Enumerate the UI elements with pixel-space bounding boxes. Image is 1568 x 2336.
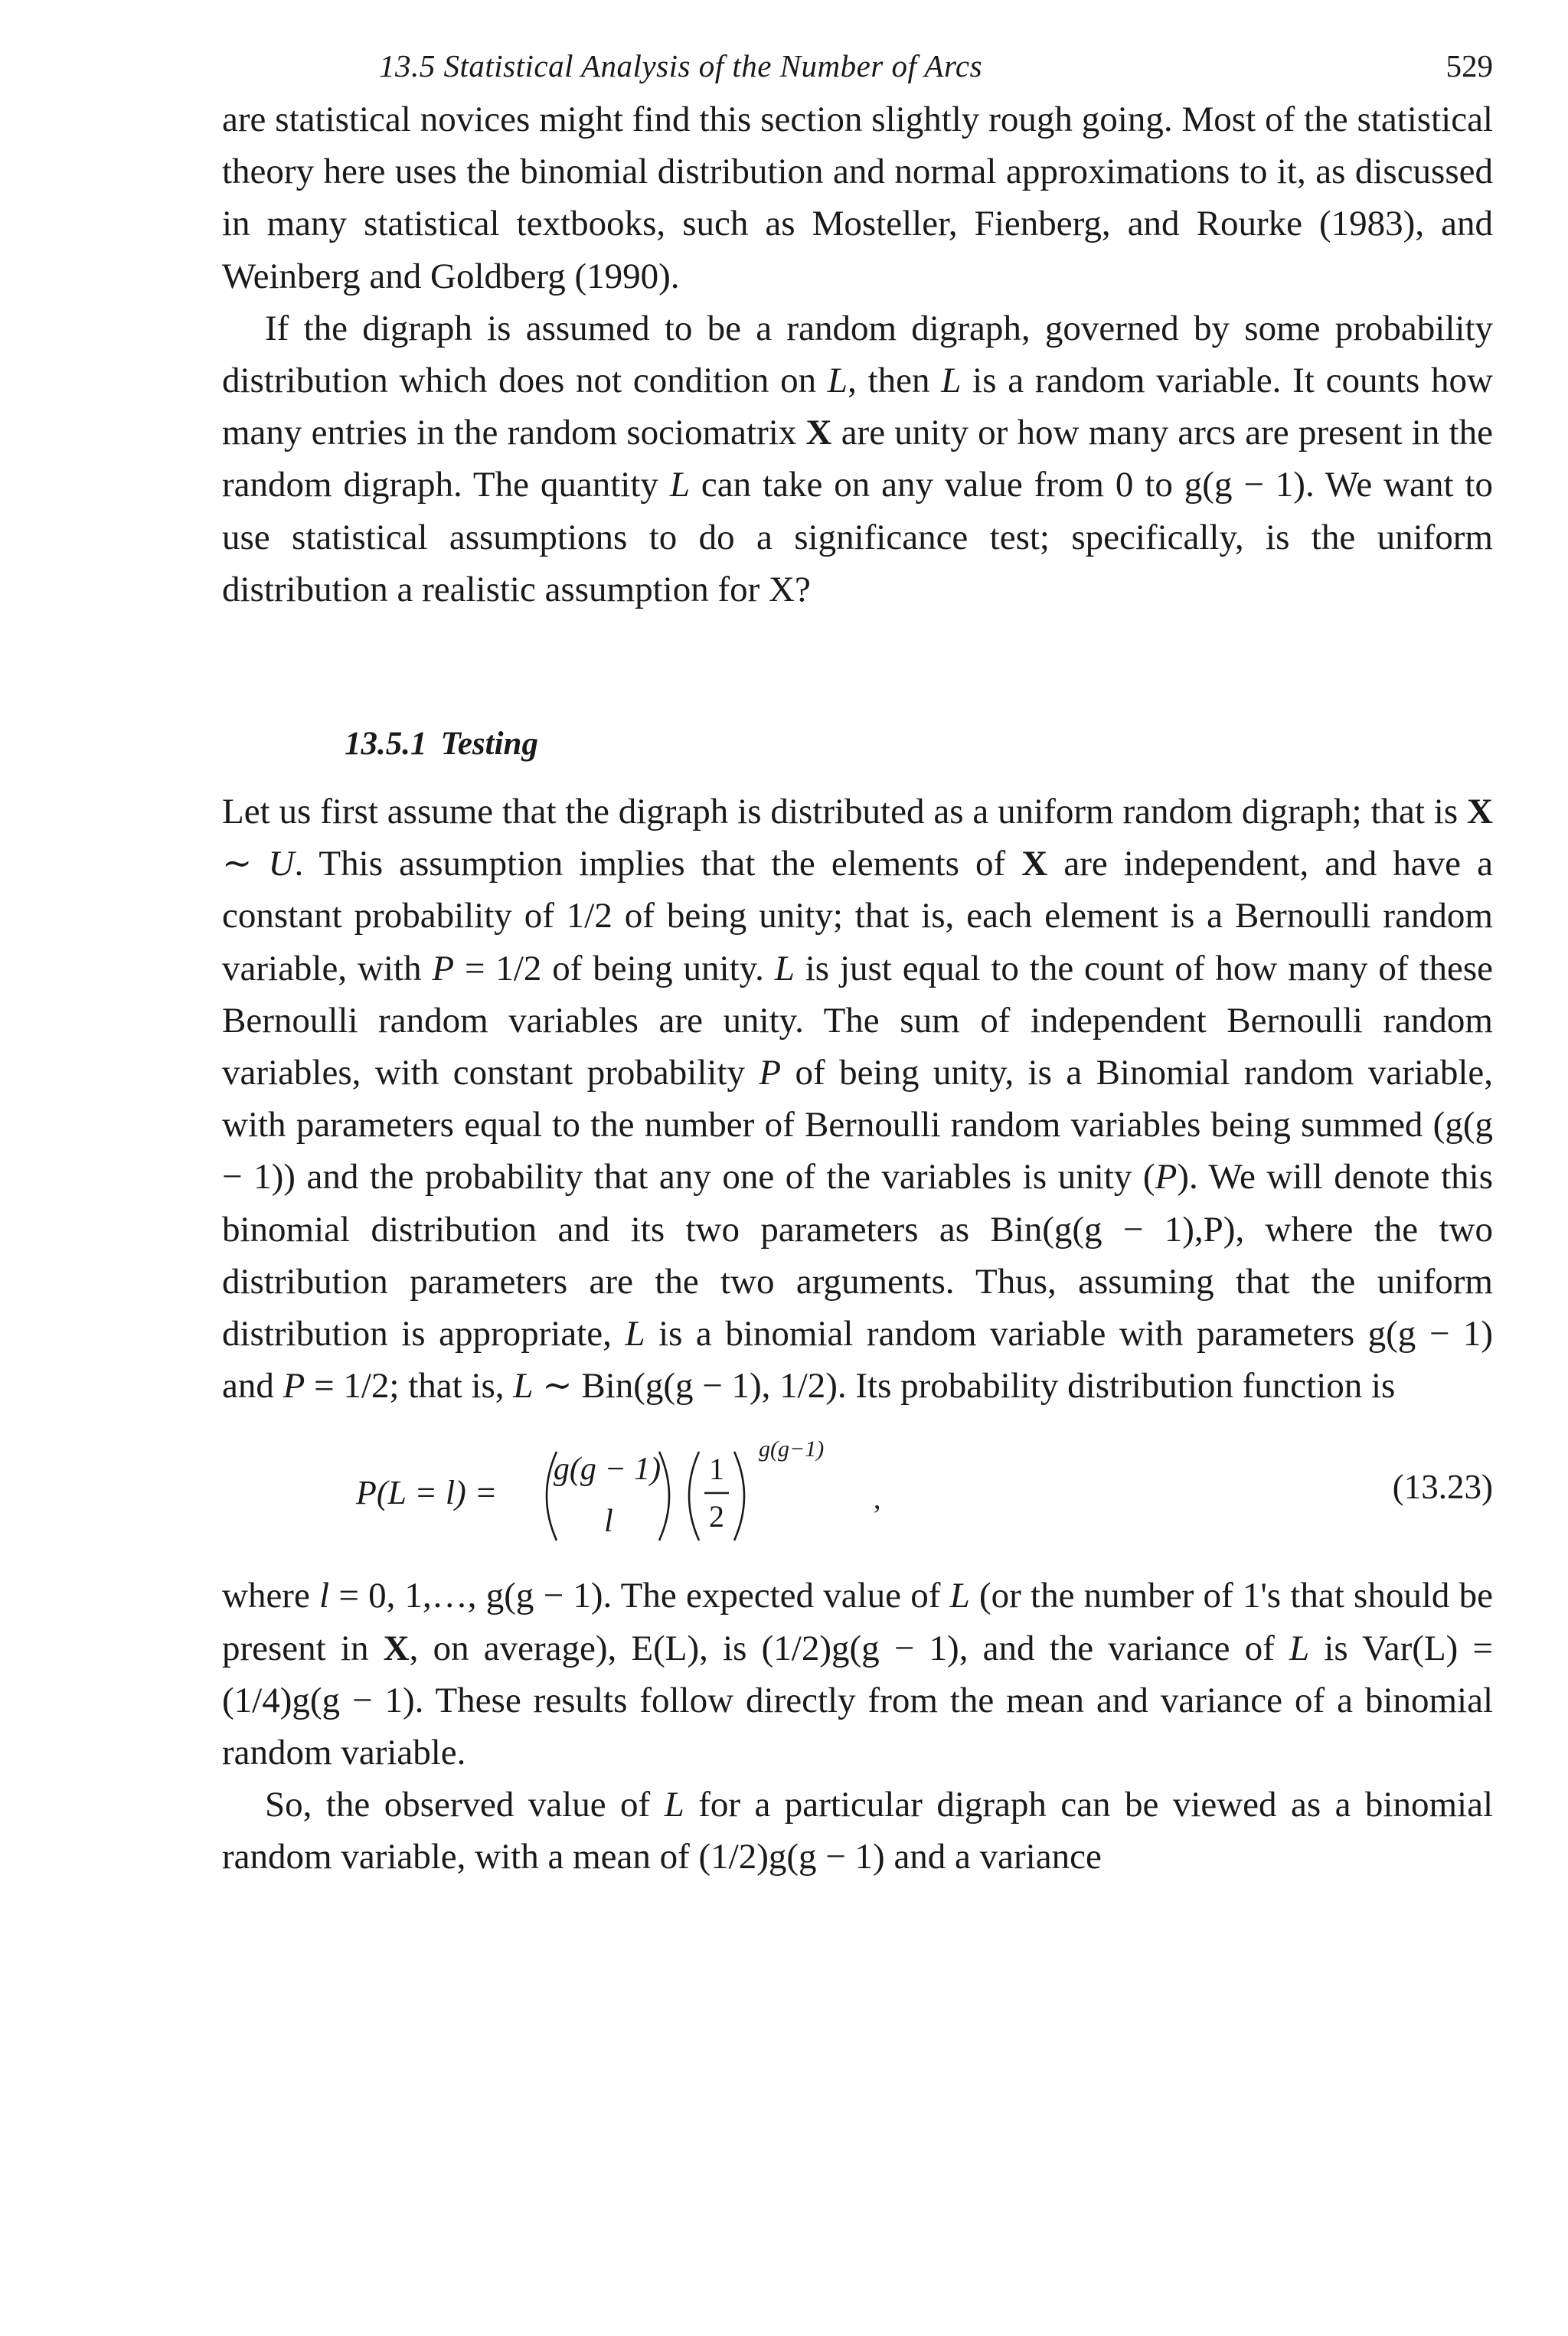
equation-lhs: P(L = l) = xyxy=(356,1474,498,1512)
equation-formula xyxy=(356,1429,1045,1559)
equation-number: (13.23) xyxy=(1392,1468,1493,1507)
binom-top: g(g − 1) xyxy=(553,1452,662,1488)
fraction-numerator: 1 xyxy=(709,1452,724,1487)
paragraph-uniform-assumption: Let us first assume that the digraph is distributed as a uniform random digraph; that is X ∼ U. This assumption implies that the elements of X are independent, and have a constant probability of 1/2 of being unity; that is, each element is a Bernoulli random variable, with P = 1/2 of being unity. L is just equal to the count of how many of these Bernoulli random variables are unity. The sum of independent Bernoulli random variables, with constant probability P of being unity, is a Binomial random variable, with parameters equal to the number of Bernoulli random variables being summed (g(g − 1)) and the probability that any one of the variables is unity (P). We will denote this binomial distribution and its two parameters as Bin(g(g − 1),P), where the two distribution parameters are the two arguments. Thus, assuming that the uniform distribution is appropriate, L is a binomial random variable with parameters g(g − 1) and P = 1/2; that is, L ∼ Bin(g(g − 1), 1/2). Its probability distribution function is xyxy=(222,792,1494,1407)
running-head xyxy=(222,47,1493,93)
right-paren-frac xyxy=(734,1452,744,1540)
left-paren-frac xyxy=(689,1452,699,1540)
book-page xyxy=(222,47,1493,1884)
section-number: 13.5.1 xyxy=(345,726,427,763)
equation-13-23 xyxy=(222,1429,1493,1559)
binom-bottom: l xyxy=(604,1504,613,1540)
paragraph-continued: are statistical novices might find this section slightly rough going. Most of the statistical theory here uses the binomial distribution and normal approximations to it, as discussed in many statistical textbooks, such as Mosteller, Fienberg, and Rourke (1983), and Weinberg and Goldberg (1990). xyxy=(222,100,1493,296)
exponent: g(g−1) xyxy=(759,1436,825,1462)
running-title: 13.5 Statistical Analysis of the Number of Arcs xyxy=(379,48,983,83)
section-heading xyxy=(345,721,1493,767)
equation-comma: , xyxy=(874,1483,881,1516)
paragraph-observed-value: So, the observed value of L for a particular digraph can be viewed as a binomial random variable, with a mean of (1/2)g(g − 1) and a variance xyxy=(222,1785,1493,1877)
fraction-denominator: 2 xyxy=(709,1499,724,1534)
paragraph-random-digraph: If the digraph is assumed to be a random digraph, governed by some probability distribution which does not condition on L, then L is a random variable. It counts how many entries in the random sociomatrix X are unity or how many arcs are present in the random digraph. The quantity L can take on any value from 0 to g(g − 1). We want to use statistical assumptions to do a significance test; specifically, is the uniform distribution a realistic assumption for X? xyxy=(222,308,1493,609)
section-title: Testing xyxy=(440,726,538,763)
page-number: 529 xyxy=(1446,48,1493,83)
paragraph-expected-value: where l = 0, 1,…, g(g − 1). The expected value of L (or the number of 1's that should be present in X, on average), E(L), is (1/2)g(g − 1), and the variance of L is Var(L) = (1/4)g(g − 1). These results follow directly from the mean and variance of a binomial random variable. xyxy=(222,1576,1493,1773)
